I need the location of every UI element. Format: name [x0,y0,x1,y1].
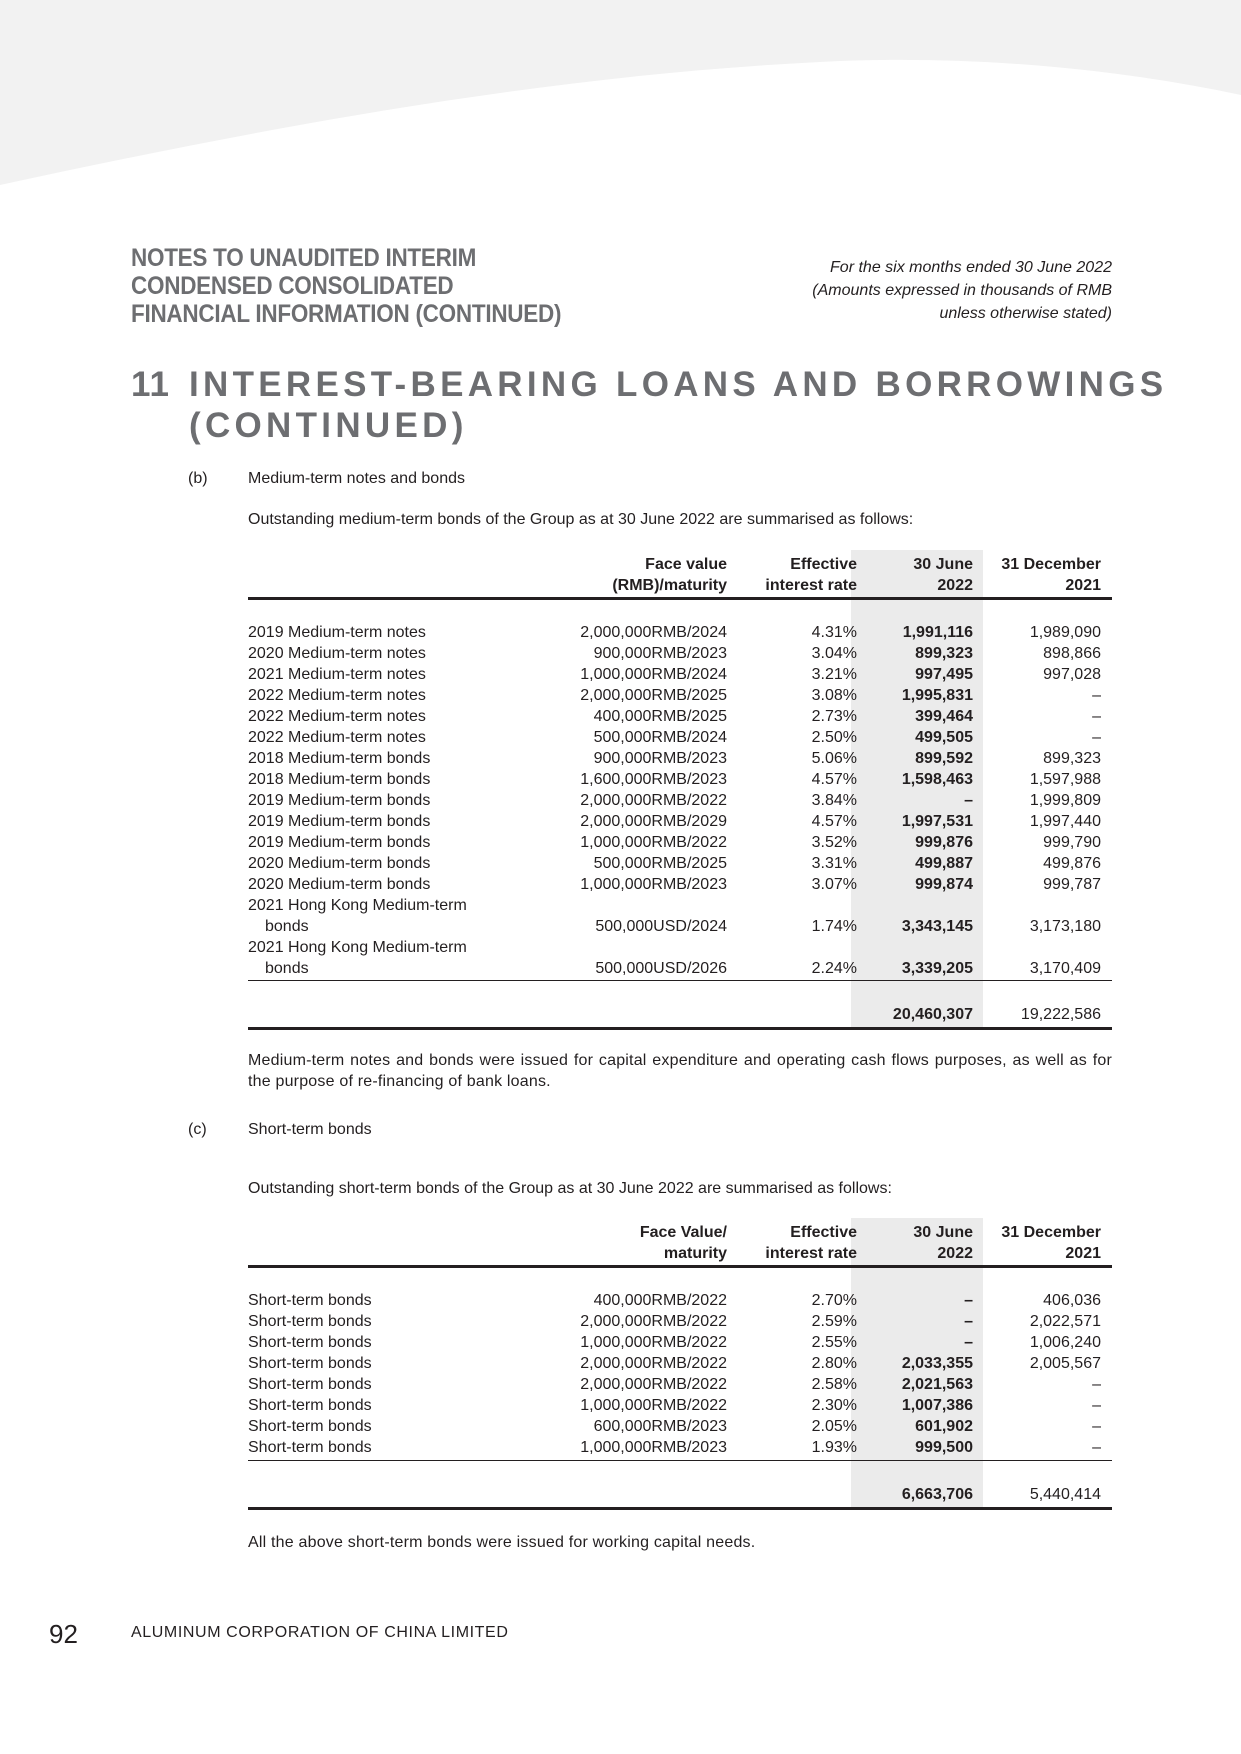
row-description: 2019 Medium-term bonds [248,813,431,830]
part-b-label: (b) [188,470,208,487]
row-description: 2020 Medium-term notes [248,645,426,662]
prior-period-value: 2,005,567 [1029,1355,1101,1372]
row-description: Short-term bonds [248,1418,372,1435]
current-period-value: 1,007,386 [901,1397,973,1414]
table-row [248,832,1112,853]
current-period-value: 899,323 [915,645,973,662]
table-row [248,958,1112,979]
effective-rate: 1.74% [811,918,857,935]
face-value-maturity: 2,000,000RMB/2022 [580,1376,727,1393]
effective-rate: 2.59% [811,1313,857,1330]
face-value-maturity: 600,000RMB/2023 [593,1418,727,1435]
current-period-value: 1,991,116 [902,624,973,641]
current-period-value: 899,592 [915,750,973,767]
section-number: 11 [131,365,170,404]
table-row [248,1290,1112,1311]
prior-period-value: 1,006,240 [1029,1334,1101,1351]
effective-rate: 4.57% [811,813,857,830]
current-period-value: 999,874 [915,876,973,893]
table-row [248,1395,1112,1416]
prior-period-value: 898,866 [1043,645,1101,662]
period-line: unless otherwise stated) [939,305,1112,322]
row-description: 2021 Hong Kong Medium-term [248,939,467,956]
table-row [248,916,1112,937]
current-period-value: 601,902 [915,1418,973,1435]
running-header-period [812,256,1112,325]
prior-period-value: 997,028 [1043,666,1101,683]
part-b-note: Medium-term notes and bonds were issued for capital expenditure and operating cash flows purposes, as well as for the purpose of re-financing of bank loans. [248,1052,1112,1090]
table-row [248,811,1112,832]
table-row [248,790,1112,811]
effective-rate: 3.07% [811,876,857,893]
prior-period-value: – [1092,1397,1101,1414]
header-title-line: NOTES TO UNAUDITED INTERIM [131,244,477,272]
effective-rate: 5.06% [811,750,857,767]
part-b-heading: Medium-term notes and bonds [248,470,465,487]
effective-rate: 3.84% [811,792,857,809]
prior-period-value: 2,022,571 [1029,1313,1101,1330]
row-description: Short-term bonds [248,1334,372,1351]
section-title [131,364,1167,446]
current-period-value: – [964,1313,973,1330]
row-description: Short-term bonds [248,1397,372,1414]
current-period-value: 499,505 [915,729,973,746]
current-period-value: 3,343,145 [901,918,973,935]
effective-rate: 2.24% [811,960,857,977]
prior-period-value: 3,170,409 [1029,960,1101,977]
face-value-maturity: 1,000,000RMB/2023 [580,876,727,893]
prior-period-value: 1,999,809 [1029,792,1101,809]
total-current: 6,663,706 [901,1486,973,1503]
effective-rate: 2.73% [811,708,857,725]
total-row [248,1004,1112,1025]
effective-rate: 4.57% [811,771,857,788]
total-row [248,1484,1112,1505]
face-value-maturity: 2,000,000RMB/2025 [580,687,727,704]
prior-period-value: 1,997,440 [1029,813,1101,830]
prior-period-value: – [1092,687,1101,704]
face-value-maturity: 1,000,000RMB/2023 [580,1439,727,1456]
part-b-intro: Outstanding medium-term bonds of the Group as at 30 June 2022 are summarised as follows: [248,511,914,528]
row-description: Short-term bonds [248,1313,372,1330]
total-prior: 5,440,414 [1029,1486,1101,1503]
row-description: 2019 Medium-term bonds [248,792,431,809]
face-value-maturity: 2,000,000RMB/2022 [580,1313,727,1330]
part-c-note: All the above short-term bonds were issued for working capital needs. [248,1534,756,1551]
running-header-title [131,244,561,328]
prior-period-value: – [1092,1376,1101,1393]
current-period-value: 997,495 [915,666,973,683]
current-period-value: 2,033,355 [901,1355,973,1372]
effective-rate: 3.52% [811,834,857,851]
col-header-rate: Effective interest rate [765,556,857,594]
current-period-value: 3,339,205 [901,960,973,977]
row-description: 2020 Medium-term bonds [248,876,431,893]
subtotal-rule [248,1460,1112,1461]
prior-period-value: 406,036 [1043,1292,1101,1309]
face-value-maturity: 1,600,000RMB/2023 [580,771,727,788]
header-rule [248,597,1112,600]
face-value-maturity: 2,000,000RMB/2022 [580,792,727,809]
effective-rate: 2.80% [811,1355,857,1372]
current-period-value: 399,464 [915,708,973,725]
face-value-maturity: 400,000RMB/2022 [593,1292,727,1309]
row-description: 2018 Medium-term bonds [248,771,431,788]
current-period-value: 499,887 [915,855,973,872]
row-description: 2021 Hong Kong Medium-term [248,897,467,914]
page-number: 92 [49,1619,78,1649]
face-value-maturity: 1,000,000RMB/2022 [580,1334,727,1351]
table-row [248,622,1112,643]
effective-rate: 2.05% [811,1418,857,1435]
table-row [248,685,1112,706]
face-value-maturity: 1,000,000RMB/2024 [580,666,727,683]
table-row [248,1437,1112,1458]
period-line: (Amounts expressed in thousands of RMB [812,282,1112,299]
section-title-continued: (CONTINUED) [189,406,468,445]
table-row [248,874,1112,895]
total-current: 20,460,307 [892,1006,973,1023]
current-period-value: 999,500 [915,1439,973,1456]
table-row [248,1311,1112,1332]
face-value-maturity: 2,000,000RMB/2024 [580,624,727,641]
effective-rate: 3.31% [811,855,857,872]
effective-rate: 2.55% [811,1334,857,1351]
row-description: bonds [265,960,309,977]
current-period-value: 999,876 [915,834,973,851]
prior-period-value: 499,876 [1043,855,1101,872]
face-value-maturity: 400,000RMB/2025 [593,708,727,725]
part-c-heading: Short-term bonds [248,1121,372,1138]
col-header-current: 30 June 2022 [913,1224,973,1262]
total-rule [248,1027,1112,1030]
current-period-value: – [964,1292,973,1309]
table-row [248,643,1112,664]
table-row-label-wrap [248,895,1112,916]
header-swoosh-decoration [0,0,1241,200]
effective-rate: 2.70% [811,1292,857,1309]
row-description: 2022 Medium-term notes [248,708,426,725]
prior-period-value: – [1092,1418,1101,1435]
effective-rate: 3.04% [811,645,857,662]
total-rule [248,1507,1112,1510]
prior-period-value: 3,173,180 [1029,918,1101,935]
prior-period-value: 1,597,988 [1029,771,1101,788]
col-header-face: Face value (RMB)/maturity [612,556,727,594]
current-period-value: – [964,792,973,809]
effective-rate: 2.58% [811,1376,857,1393]
row-description: 2018 Medium-term bonds [248,750,431,767]
current-period-value: 1,995,831 [901,687,973,704]
row-description: Short-term bonds [248,1355,372,1372]
medium-term-bonds-table [248,550,1112,1030]
current-period-value: 2,021,563 [901,1376,973,1393]
effective-rate: 3.21% [811,666,857,683]
face-value-maturity: 900,000RMB/2023 [593,645,727,662]
part-c-label: (c) [188,1121,207,1138]
row-description: 2019 Medium-term bonds [248,834,431,851]
prior-period-value: – [1092,729,1101,746]
face-value-maturity: 2,000,000RMB/2029 [580,813,727,830]
table-row [248,1374,1112,1395]
row-description: bonds [265,918,309,935]
prior-period-value: – [1092,708,1101,725]
table-row-label-wrap [248,937,1112,958]
table-row [248,706,1112,727]
face-value-maturity: 500,000USD/2026 [595,960,727,977]
col-header-rate: Effective interest rate [765,1224,857,1262]
short-term-bonds-table [248,1218,1112,1513]
prior-period-value: 999,787 [1043,876,1101,893]
company-name: ALUMINUM CORPORATION OF CHINA LIMITED [131,1624,509,1641]
effective-rate: 2.50% [811,729,857,746]
row-description: 2022 Medium-term notes [248,729,426,746]
face-value-maturity: 500,000RMB/2025 [593,855,727,872]
table-row [248,1332,1112,1353]
header-title-line: FINANCIAL INFORMATION (CONTINUED) [131,300,562,328]
face-value-maturity: 500,000USD/2024 [595,918,727,935]
col-header-prior: 31 December 2021 [1001,1224,1101,1262]
table-row [248,769,1112,790]
row-description: 2020 Medium-term bonds [248,855,431,872]
effective-rate: 1.93% [811,1439,857,1456]
header-title-line: CONDENSED CONSOLIDATED [131,272,454,300]
face-value-maturity: 900,000RMB/2023 [593,750,727,767]
col-header-current: 30 June 2022 [913,556,973,594]
current-period-value: 1,598,463 [901,771,973,788]
header-rule [248,1265,1112,1268]
effective-rate: 4.31% [811,624,857,641]
current-period-value: – [964,1334,973,1351]
effective-rate: 3.08% [811,687,857,704]
row-description: Short-term bonds [248,1292,372,1309]
part-c-intro: Outstanding short-term bonds of the Group as at 30 June 2022 are summarised as follows: [248,1180,892,1197]
table-row [248,727,1112,748]
table-row [248,1416,1112,1437]
face-value-maturity: 1,000,000RMB/2022 [580,834,727,851]
effective-rate: 2.30% [811,1397,857,1414]
table-row [248,853,1112,874]
row-description: Short-term bonds [248,1439,372,1456]
row-description: 2021 Medium-term notes [248,666,426,683]
face-value-maturity: 1,000,000RMB/2022 [580,1397,727,1414]
row-description: Short-term bonds [248,1376,372,1393]
total-prior: 19,222,586 [1020,1006,1101,1023]
table-row [248,748,1112,769]
face-value-maturity: 500,000RMB/2024 [593,729,727,746]
face-value-maturity: 2,000,000RMB/2022 [580,1355,727,1372]
prior-period-value: 1,989,090 [1029,624,1101,641]
table-row [248,1353,1112,1374]
prior-period-value: – [1092,1439,1101,1456]
row-description: 2022 Medium-term notes [248,687,426,704]
current-period-value: 1,997,531 [901,813,973,830]
table-row [248,664,1112,685]
prior-period-value: 899,323 [1043,750,1101,767]
col-header-face: Face Value/ maturity [639,1224,727,1262]
prior-period-value: 999,790 [1043,834,1101,851]
row-description: 2019 Medium-term notes [248,624,426,641]
period-line: For the six months ended 30 June 2022 [830,259,1112,276]
col-header-prior: 31 December 2021 [1001,556,1101,594]
subtotal-rule [248,980,1112,981]
section-title-line: INTEREST-BEARING LOANS AND BORROWINGS [189,365,1168,404]
